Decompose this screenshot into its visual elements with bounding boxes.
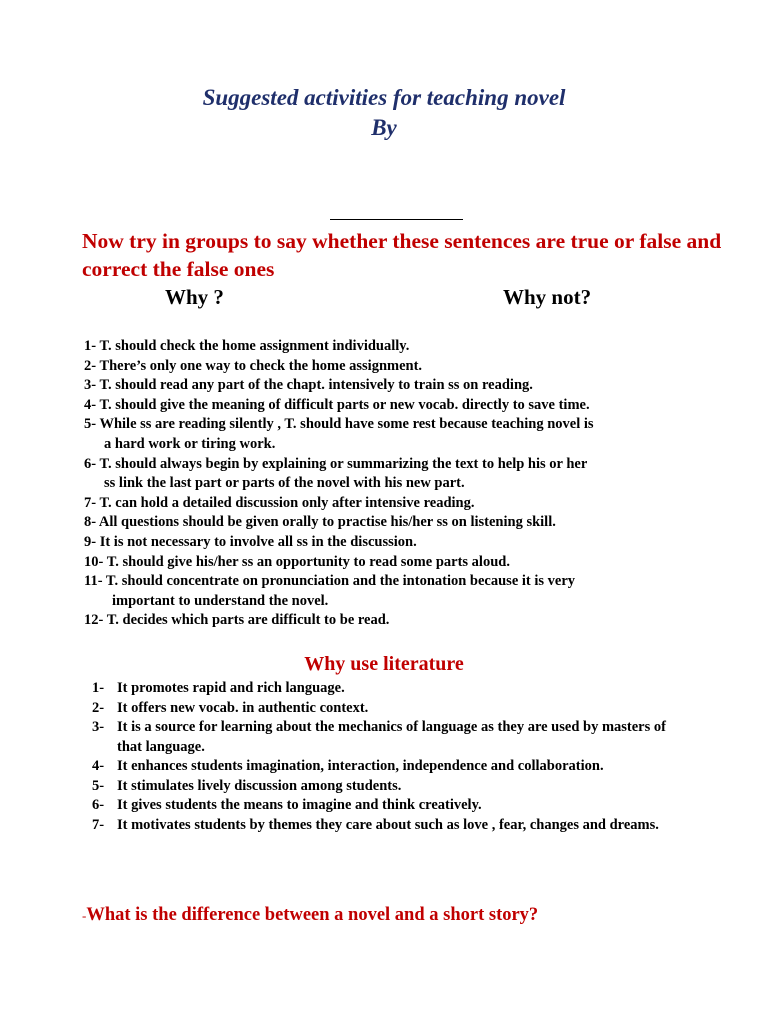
statement-item: 3- T. should read any part of the chapt. intensively to train ss on reading. xyxy=(84,377,533,394)
statement-item: 4- T. should give the meaning of difficult parts or new vocab. directly to save time. xyxy=(84,396,590,413)
statement-item: 11- T. should concentrate on pronunciation and the intonation because it is very xyxy=(84,573,576,590)
literature-reasons-list xyxy=(92,679,692,835)
statement-item: 8- All questions should be given orally to practise his/her ss on listening skill. xyxy=(84,514,556,531)
why-not-column-label: Why not? xyxy=(503,285,592,309)
discussion-question xyxy=(82,902,538,929)
true-false-statements xyxy=(84,337,704,631)
author-blank-line xyxy=(330,219,463,220)
statement-item-continuation: important to understand the novel. xyxy=(112,592,329,609)
list-item: 6- It gives students the means to imagine and think creatively. xyxy=(92,797,482,813)
instruction-heading: Now try in groups to say whether these sentences are true or false and correct the false ones xyxy=(82,229,722,281)
document-byline: By xyxy=(371,115,397,140)
why-column-label: Why ? xyxy=(165,285,224,309)
question-text: What is the difference between a novel and a short story? xyxy=(86,905,539,925)
statement-item: 12- T. decides which parts are difficult to be read. xyxy=(84,612,390,629)
list-item: 2- It offers new vocab. in authentic context. xyxy=(92,699,369,716)
statement-item: 10- T. should give his/her ss an opportunity to read some parts aloud. xyxy=(84,553,510,570)
statement-item: 5- While ss are reading silently , T. should have some rest because teaching novel is xyxy=(84,416,594,433)
statement-item: 2- There’s only one way to check the home assignment. xyxy=(84,357,423,374)
question-dash: - xyxy=(82,908,87,923)
statement-item-continuation: ss link the last part or parts of the novel with his new part. xyxy=(104,475,465,492)
why-use-literature-heading: Why use literature xyxy=(304,653,464,675)
statement-item: 7- T. can hold a detailed discussion only after intensive reading. xyxy=(84,494,475,511)
list-item: 7- It motivates students by themes they care about such as love , fear, changes and dreams. xyxy=(92,816,659,833)
document-title: Suggested activities for teaching novel xyxy=(202,85,566,110)
statement-item: 6- T. should always begin by explaining or summarizing the text to help his or her xyxy=(84,455,588,472)
list-item: 5- It stimulates lively discussion among students. xyxy=(92,777,402,794)
list-item: 1- It promotes rapid and rich language. xyxy=(92,680,345,696)
list-item: 3- It is a source for learning about the mechanics of language as they are used by masters of that language. xyxy=(92,719,666,755)
list-item: 4- It enhances students imagination, interaction, independence and collaboration. xyxy=(92,758,604,774)
statement-item-continuation: a hard work or tiring work. xyxy=(104,435,276,452)
statement-item: 9- It is not necessary to involve all ss in the discussion. xyxy=(84,533,417,550)
statement-item: 1- T. should check the home assignment individually. xyxy=(84,338,410,354)
